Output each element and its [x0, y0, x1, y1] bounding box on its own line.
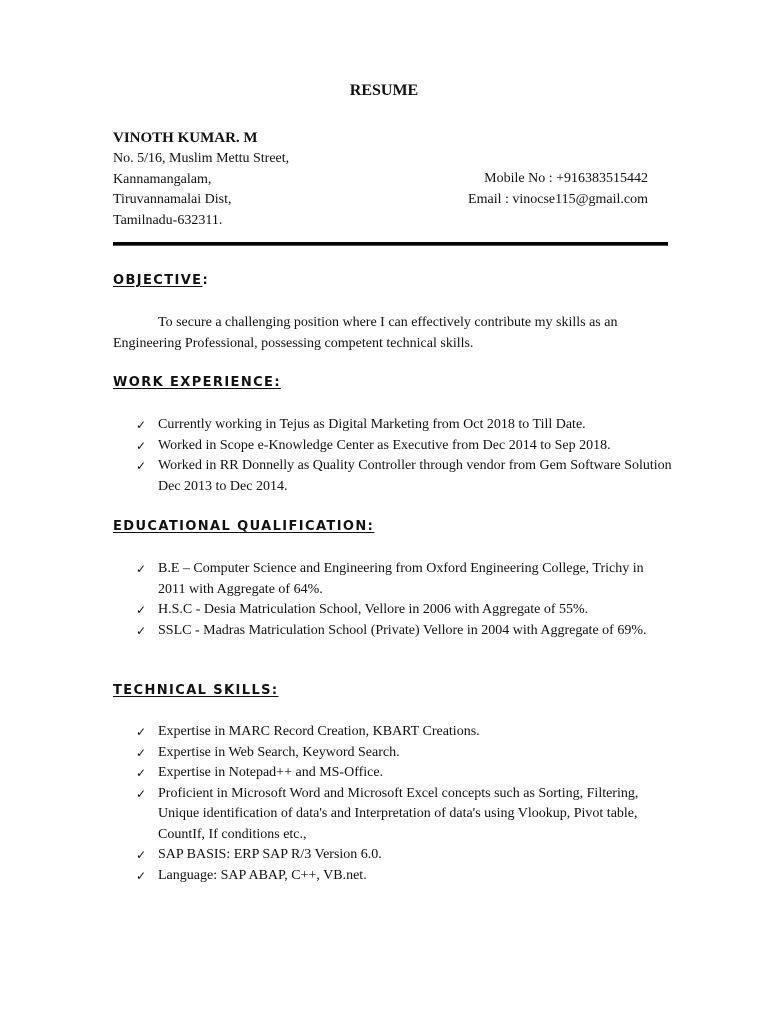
list-item	[113, 743, 673, 764]
list-item	[113, 621, 673, 642]
address-line: No. 5/16, Muslim Mettu Street,	[113, 150, 290, 166]
list-item-text: Expertise in Notepad++ and MS-Office.	[158, 765, 384, 780]
contact-details	[468, 169, 648, 211]
check-mark-icon: ✓	[136, 868, 147, 883]
technical-skills-heading: TECHNICAL SKILLS:	[113, 683, 279, 698]
list-item-text: Expertise in MARC Record Creation, KBART Creations.	[158, 724, 480, 739]
check-mark-icon: ✓	[136, 438, 147, 453]
check-mark-icon: ✓	[136, 418, 147, 432]
check-mark-icon: ✓	[136, 562, 147, 576]
list-item	[113, 436, 673, 457]
objective-heading-text: OBJECTIVE	[113, 273, 203, 288]
list-item	[113, 722, 673, 743]
list-item-text: Worked in Scope e-Knowledge Center as Executive from Dec 2014 to Sep 2018.	[158, 437, 611, 453]
objective-heading-colon: :	[202, 273, 210, 288]
header-divider	[113, 242, 668, 246]
check-mark-icon: ✓	[136, 623, 147, 638]
list-item	[113, 600, 673, 621]
candidate-name: VINOTH KUMAR. M	[113, 130, 258, 146]
list-item-text: Currently working in Tejus as Digital Marketing from Oct 2018 to Till Date.	[158, 417, 586, 432]
address-line: Kannamangalam,	[113, 171, 212, 187]
list-item-text: SAP BASIS: ERP SAP R/3 Version 6.0.	[158, 847, 382, 862]
mobile-number: Mobile No : +916383515442	[484, 171, 648, 186]
list-item	[113, 415, 673, 436]
list-item	[113, 784, 673, 846]
objective-heading	[113, 273, 209, 288]
education-heading: EDUCATIONAL QUALIFICATION:	[113, 519, 375, 534]
work-experience-heading: WORK EXPERIENCE:	[113, 375, 281, 390]
objective-text	[113, 313, 673, 355]
check-mark-icon: ✓	[136, 459, 147, 473]
email-address: Email : vinocse115@gmail.com	[468, 191, 648, 207]
list-item-text: Language: SAP ABAP, C++, VB.net.	[158, 867, 367, 883]
address-line: Tiruvannamalai Dist,	[113, 192, 232, 208]
list-item	[113, 559, 673, 600]
list-item-text: B.E – Computer Science and Engineering from Oxford Engineering College, Trichy in 2011 with Aggregate of 64%.	[158, 561, 644, 597]
check-mark-icon: ✓	[136, 786, 147, 801]
list-item-text: H.S.C - Desia Matriculation School, Vellore in 2006 with Aggregate of 55%.	[158, 602, 589, 617]
list-item	[113, 845, 673, 866]
list-item-text: Expertise in Web Search, Keyword Search.	[158, 744, 400, 760]
check-mark-icon: ✓	[136, 848, 147, 862]
education-list	[113, 559, 673, 641]
check-mark-icon: ✓	[136, 745, 147, 760]
list-item-text: Worked in RR Donnelly as Quality Controller through vendor from Gem Software Solution Dec 2013 to Dec 2014.	[158, 458, 672, 494]
contact-block	[113, 128, 289, 232]
list-item	[113, 456, 673, 497]
check-mark-icon: ✓	[136, 603, 147, 617]
list-item	[113, 866, 673, 887]
technical-skills-list	[113, 722, 673, 886]
address-line: Tamilnadu-632311.	[113, 213, 223, 229]
list-item	[113, 763, 673, 784]
check-mark-icon: ✓	[136, 725, 147, 739]
page-title: RESUME	[349, 82, 419, 99]
work-experience-list	[113, 415, 673, 497]
list-item-text: SSLC - Madras Matriculation School (Private) Vellore in 2004 with Aggregate of 69%.	[158, 622, 647, 638]
list-item-text: Proficient in Microsoft Word and Microsoft Excel concepts such as Sorting, Filtering, Unique identification of data's and Interpretation of data's using Vlookup, Pivot table, CountIf, If conditions etc.,	[158, 785, 639, 842]
objective-paragraph: To secure a challenging position where I can effectively contribute my skills as an Engineering Professional, possessing competent technical skills.	[113, 315, 618, 351]
check-mark-icon: ✓	[136, 766, 147, 780]
